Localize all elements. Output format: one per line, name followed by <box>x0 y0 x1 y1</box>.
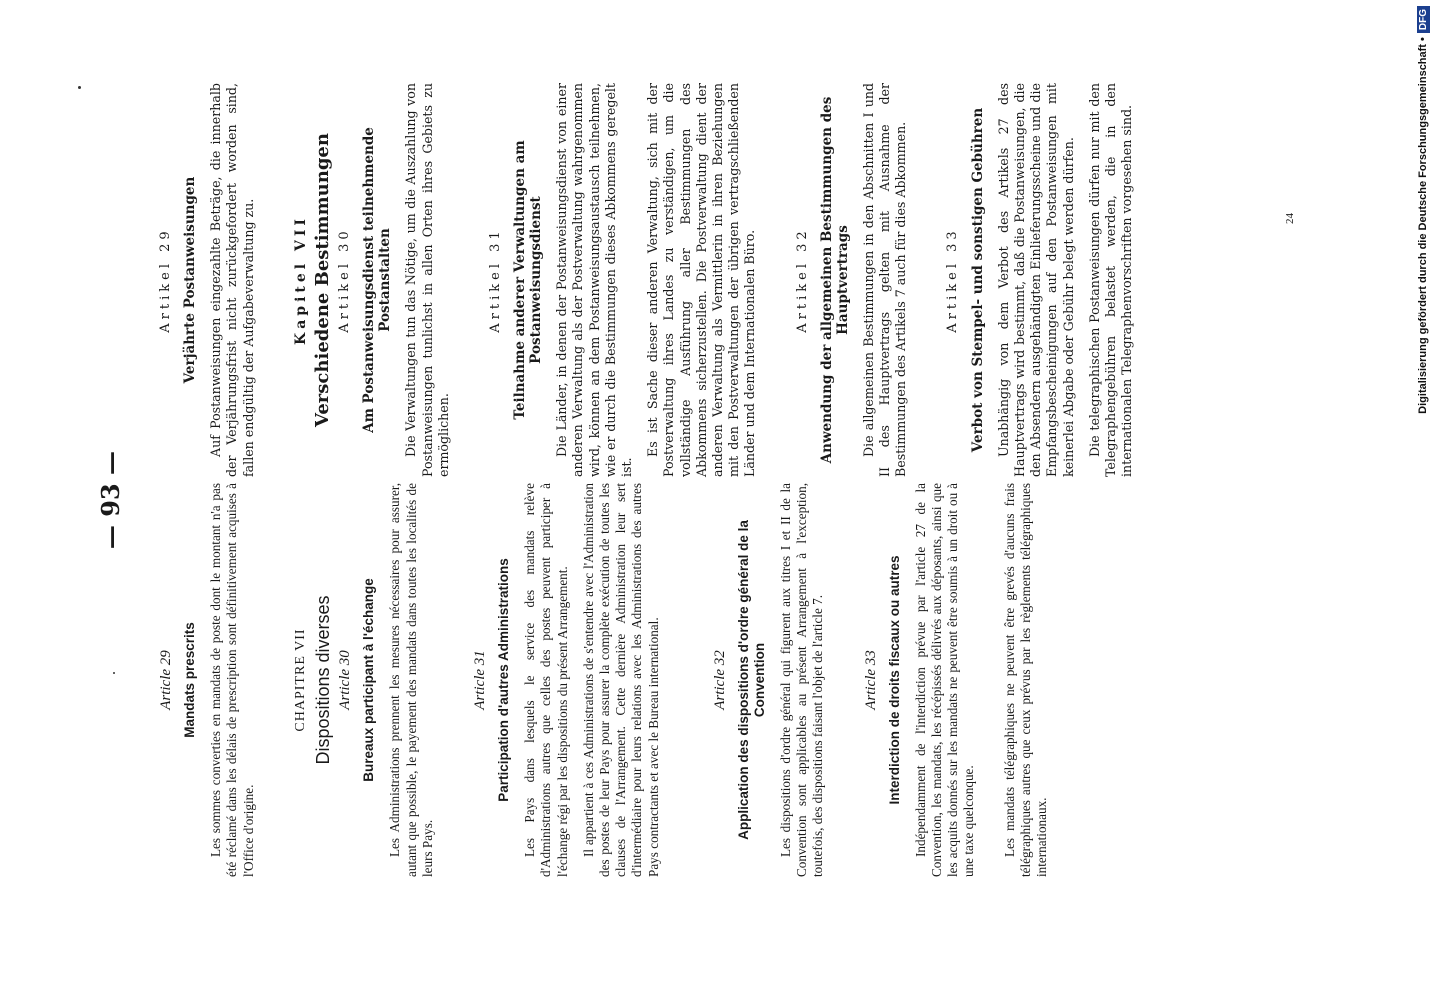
artikel-31-text-2: Es ist Sache dieser anderen Verwaltung, sich mit der Postverwaltung ihres Landes zu verständigen, um die vollständige Ausführung aller Bestimmungen des Abkommens sicherzustellen. Die Postverwaltung dient der anderen Verwaltung als Vermittlerin in ihren Beziehungen mit den Postverwaltungen der übrigen vertragschließenden Länder und dem Internationalen Büro. <box>645 83 758 477</box>
article-29-text: Les sommes converties en mandats de poste dont le montant n'a pas été réclamé dans les délais de prescription sont définitivement acquises à l'Office d'origine. <box>208 483 256 877</box>
dfg-logo: DFG <box>1417 6 1430 33</box>
artikel-33-text-2: Die telegraphischen Postanweisungen dürfen nur mit den Telegraphengebühren belastet werden, die in den internationalen Telegraphenvorschriften vorgesehen sind. <box>1086 83 1135 477</box>
artikel-30-title: Am Postanweisungsdienst teilnehmende Postanstalten <box>361 127 394 433</box>
article-30-title: Bureaux participant à l'échange <box>361 578 377 782</box>
artikel-31-text-1: Die Länder, in denen der Postanweisungsdienst von einer anderen Verwaltung als der Postverwaltung wahrgenommen wird, können an dem Postanweisungsaustausch teilnehmen, wie er durch die Bestimmungen dieses Abkommens geregelt ist. <box>554 83 635 477</box>
artikel-30-label: Artikel 30 <box>337 227 353 333</box>
article-29-label: Article 29 <box>158 650 174 710</box>
artikel-31-label: Artikel 31 <box>488 227 504 333</box>
artikel-32-text: Die allgemeinen Bestimmungen in den Abschnitten I und II des Hauptvertrags gelten mit Ausnahme der Bestimmungen des Artikels 7 auch für dies Abkommen. <box>860 83 909 477</box>
article-32-text: Les dispositions d'ordre général qui figurent aux titres I et II de la Convention sont applicables au présent Arrangement à l'exception, toutefois, des dispositions faisant l'objet de l'article 7. <box>778 483 826 877</box>
chapter-label: CHAPITRE VII <box>292 628 308 732</box>
artikel-31-title: Teilnahme anderer Verwaltungen am Postanweisungsdienst <box>512 140 545 420</box>
article-30-text: Les Administrations prennent les mesures nécessaires pour assurer, autant que possible, le payement des mandats dans toutes les localités de leurs Pays. <box>387 483 435 877</box>
artikel-33-text-1: Unabhängig von dem Verbot des Artikels 27 des Hauptvertrags wird bestimmt, daß die Postanweisungen, die den Absendern ausgehändigten Einlieferungsscheine und die Empfangsbescheinigungen auf den Postanweisungen mit keinerlei Abgabe oder Gebühr belegt werden dürfen. <box>995 83 1076 477</box>
article-31-title: Participation d'autres Administrations <box>496 558 512 802</box>
credit-text: Digitalisierung gefördert durch die Deutsche Forschungsgemeinschaft • <box>1417 37 1429 414</box>
article-31-text-2: Il appartient à ces Administrations de s'entendre avec l'Administration des postes de leur Pays pour assurer la complète exécution de toutes les clauses de l'Arrangement. Cette dernière Administration leur sert d'intermédiaire pour leurs relations avec les Administrations des autres Pays contractants et avec le Bureau international. <box>580 483 661 877</box>
article-30-label: Article 30 <box>337 650 354 710</box>
artikel-29-title: Verjährte Postanweisungen <box>182 176 199 384</box>
article-32-label: Article 32 <box>711 650 728 710</box>
page-number: — 93 — <box>96 450 125 550</box>
article-33-label: Article 33 <box>862 650 879 710</box>
article-29-title: Mandats prescrits <box>182 622 198 738</box>
digitization-credit <box>1413 6 1433 991</box>
kapitel-title: Verschiedene Bestimmungen <box>312 133 334 427</box>
kapitel-label: Kapitel VII <box>292 215 309 345</box>
artikel-29-label: Artikel 29 <box>158 227 173 333</box>
artikel-32-label: Artikel 32 <box>794 227 810 333</box>
footer-number: 24 <box>1284 213 1296 224</box>
artikel-30-text: Die Verwaltungen tun das Nötige, um die Auszahlung von Postanweisungen tunlichst in allen Orten ihres Gebiets zu ermöglichen. <box>403 83 451 477</box>
article-33-title: Interdiction de droits fiscaux ou autres <box>886 555 902 805</box>
french-column <box>158 483 1060 877</box>
artikel-29-text: Auf Postanweisungen eingezahlte Beträge, die innerhalb der Verjährungsfrist nicht zurückgefordert worden sind, fallen endgültig der Aufgabeverwaltung zu. <box>208 83 256 477</box>
german-column <box>158 83 1145 477</box>
article-32-title: Application des dispositions d'ordre général de la Convention <box>736 520 768 840</box>
article-33-text-2: Les mandats télégraphiques ne peuvent être grevés d'aucuns frais télégraphiques autres que ceux prévus par les règlements télégraphiques internationaux. <box>1001 483 1050 877</box>
artikel-33-title: Verbot von Stempel- und sonstigen Gebühren <box>969 107 986 453</box>
artikel-32-title: Anwendung der allgemeinen Bestimmungen des Hauptvertrags <box>818 96 851 464</box>
article-31-text-1: Les Pays dans lesquels le service des mandats relève d'Administrations autres que celles des postes peuvent participer à l'échange régi par les dispositions du présent Arrangement. <box>522 483 570 877</box>
chapter-title: Dispositions diverses <box>313 595 334 765</box>
article-33-text-1: Indépendamment de l'interdiction prévue par l'article 27 de la Convention, les mandats, les récépissés délivrés aux déposants, ainsi que les acquits donnés sur les mandats ne peuvent être soumis à un droit ou à une taxe quelconque. <box>912 483 977 877</box>
artikel-33-label: Artikel 33 <box>945 227 961 333</box>
article-31-label: Article 31 <box>472 650 489 710</box>
